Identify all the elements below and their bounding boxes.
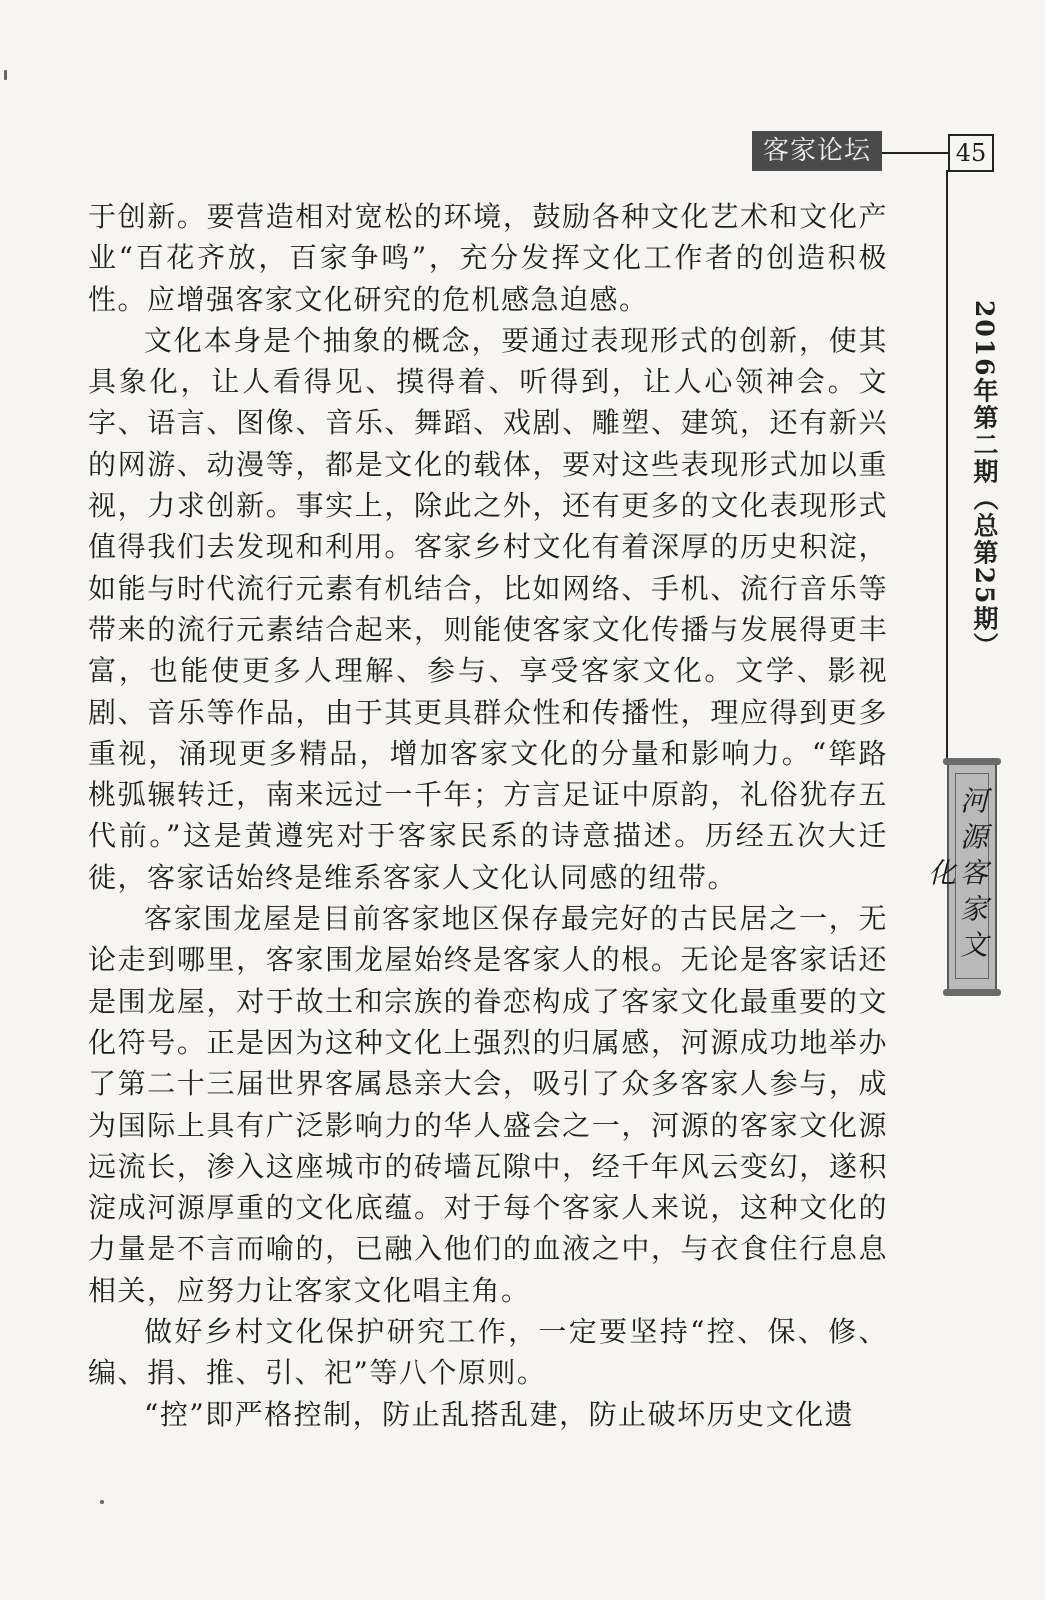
paragraph: 客家围龙屋是目前客家地区保存最完好的古民居之一，无论走到哪里，客家围龙屋始终是客家人的根。无论是客家话还是围龙屋，对于故土和宗族的眷恋构成了客家文化最重要的文化符号。正是因为这种文化上强烈的归属感，河源成功地举办了第二十三届世界客属恳亲大会，吸引了众多客家人参与，成为国际上具有广泛影响力的华人盛会之一，河源的客家文化源远流长，渗入这座城市的砖墙瓦隙中，经千年风云变幻，遂积淀成河源厚重的文化底蕴。对于每个客家人来说，这种文化的力量是不言而喻的，已融入他们的血液之中，与衣食住行息息相关，应努力让客家文化唱主角。 bbox=[88, 902, 888, 1307]
paper-speck bbox=[4, 70, 7, 80]
page-number: 45 bbox=[948, 134, 994, 172]
paper-speck bbox=[100, 1500, 104, 1504]
emblem-calligraphy: 河源客家文化 bbox=[955, 773, 989, 979]
issue-info: 2016年第二期（总第25期） bbox=[970, 300, 999, 660]
section-label: 客家论坛 bbox=[752, 131, 882, 171]
margin-rule bbox=[946, 170, 948, 760]
paragraph: “控”即严格控制，防止乱搭乱建，防止破坏历史文化遗 bbox=[144, 1397, 855, 1431]
scroll-rod-bottom bbox=[943, 989, 1001, 996]
paragraph: 于创新。要营造相对宽松的环境，鼓励各种文化艺术和文化产业“百花齐放，百家争鸣”，充分发挥文化工作者的创造积极性。应增强客家文化研究的危机感急迫感。 bbox=[88, 200, 888, 316]
scroll-emblem bbox=[924, 758, 1001, 996]
paragraph: 文化本身是个抽象的概念，要通过表现形式的创新，使其具象化，让人看得见、摸得着、听得到，让人心领神会。文字、语言、图像、音乐、舞蹈、戏剧、雕塑、建筑，还有新兴的网游、动漫等，都是文化的载体，要对这些表现形式加以重视，力求创新。事实上，除此之外，还有更多的文化表现形式值得我们去发现和利用。客家乡村文化有着深厚的历史积淀，如能与时代流行元素有机结合，比如网络、手机、流行音乐等带来的流行元素结合起来，则能使客家文化传播与发展得更丰富，也能使更多人理解、参与、享受客家文化。文学、影视剧、音乐等作品，由于其更具群众性和传播性，理应得到更多重视，涌现更多精品，增加客家文化的分量和影响力。“筚路桃弧辗转迁，南来远过一千年；方言足证中原韵，礼俗犹存五代前。”这是黄遵宪对于客家民系的诗意描述。历经五次大迁徙，客家话始终是维系客家人文化认同感的纽带。 bbox=[88, 323, 888, 894]
scroll-panel bbox=[924, 765, 997, 989]
scroll-rod-top bbox=[943, 758, 1001, 765]
paragraph: 做好乡村文化保护研究工作，一定要坚持“控、保、修、编、捐、推、引、祀”等八个原则。 bbox=[88, 1315, 888, 1390]
article-body bbox=[88, 196, 888, 1435]
